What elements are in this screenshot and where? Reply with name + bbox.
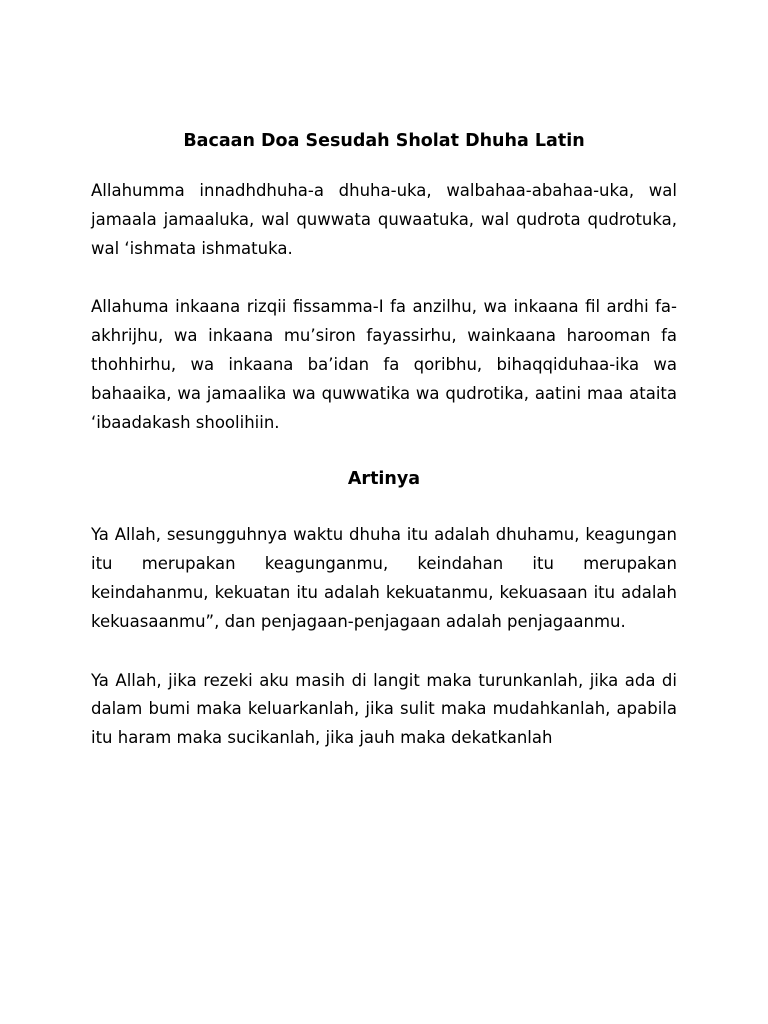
translation-heading: Artinya bbox=[347, 469, 421, 490]
translation-paragraph-1: Ya Allah, sesungguhnya waktu dhuha itu adalah dhuhamu, keagungan itu merupakan keagunganmu, keindahan itu merupakan keindahanmu, kekuatan itu adalah kekuatanmu, kekuasaan itu adalah kekuasaanmu”, dan penjagaan-penjagaan adalah penjagaanmu. bbox=[91, 525, 677, 631]
transliteration-paragraph-2: Allahuma inkaana rizqii fissamma-I fa anzilhu, wa inkaana fil ardhi fa-akhrijhu, wa inkaana mu’siron fayassirhu, wainkaana harooman fa thohhirhu, wa inkaana ba’idan fa qoribhu, bihaqqiduhaa-ika wa bahaaika, wa jamaalika wa quwwatika wa qudrotika, aatini maa ataita ‘ibaadakash shoolihiin. bbox=[91, 297, 677, 432]
transliteration-paragraph-1: Allahumma innadhdhuha-a dhuha-uka, walbahaa-abahaa-uka, wal jamaala jamaaluka, wal quwwata quwaatuka, wal qudrota qudrotuka, wal ‘ishmata ishmatuka. bbox=[91, 181, 677, 258]
document-page bbox=[91, 124, 677, 753]
document-title: Bacaan Doa Sesudah Sholat Dhuha Latin bbox=[183, 131, 585, 151]
translation-paragraph-2: Ya Allah, jika rezeki aku masih di langit maka turunkanlah, jika ada di dalam bumi maka keluarkanlah, jika sulit maka mudahkanlah, apabila itu haram maka sucikanlah, jika jauh maka dekatkanlah bbox=[91, 670, 677, 748]
